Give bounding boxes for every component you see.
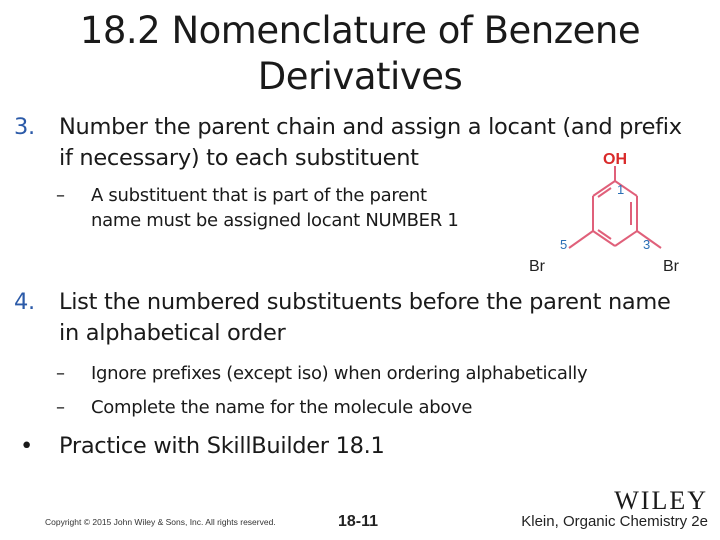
title-line-2: Derivatives xyxy=(257,55,463,98)
point-4-line-2: in alphabetical order xyxy=(59,320,286,346)
br-right-label: Br xyxy=(663,258,679,275)
bullet-marker: • xyxy=(20,433,33,459)
dash-marker: – xyxy=(56,397,65,418)
point-3-sub-line-1: A substituent that is part of the parent xyxy=(91,185,427,206)
dash-marker: – xyxy=(56,185,65,206)
point-3-sub-line-2: name must be assigned locant NUMBER 1 xyxy=(91,210,459,231)
oh-label: OH xyxy=(603,151,627,168)
copyright-notice: Copyright © 2015 John Wiley & Sons, Inc. All rights reserved. xyxy=(45,517,276,527)
dibromophenol-structure xyxy=(525,146,705,276)
locant-1: 1 xyxy=(617,182,625,197)
practice-text: Practice with SkillBuilder 18.1 xyxy=(59,433,385,459)
title-line-1: 18.2 Nomenclature of Benzene xyxy=(79,9,641,52)
locant-3: 3 xyxy=(643,237,651,252)
bond-to-br-left xyxy=(569,231,593,248)
benzene-ring xyxy=(569,166,661,248)
point-4-sub-1-text: Ignore prefixes (except iso) when ordering alphabetically xyxy=(91,363,588,384)
book-title: Klein, Organic Chemistry 2e xyxy=(521,513,708,530)
wiley-logo: WILEY xyxy=(614,486,708,515)
point-3-line-2: if necessary) to each substituent xyxy=(59,145,419,171)
point-4-number: 4. xyxy=(14,289,35,315)
point-4-line-1: List the numbered substituents before the parent name xyxy=(59,289,671,315)
bond xyxy=(615,231,637,246)
br-left-label: Br xyxy=(529,258,545,275)
slide-number: 18-11 xyxy=(338,513,379,530)
dash-marker: – xyxy=(56,363,65,384)
point-4-sub-2-text: Complete the name for the molecule above xyxy=(91,397,473,418)
point-3-line-1: Number the parent chain and assign a locant (and prefix xyxy=(59,114,682,140)
slide-title xyxy=(60,8,660,100)
point-3-number: 3. xyxy=(14,114,35,140)
locant-5: 5 xyxy=(560,237,568,252)
